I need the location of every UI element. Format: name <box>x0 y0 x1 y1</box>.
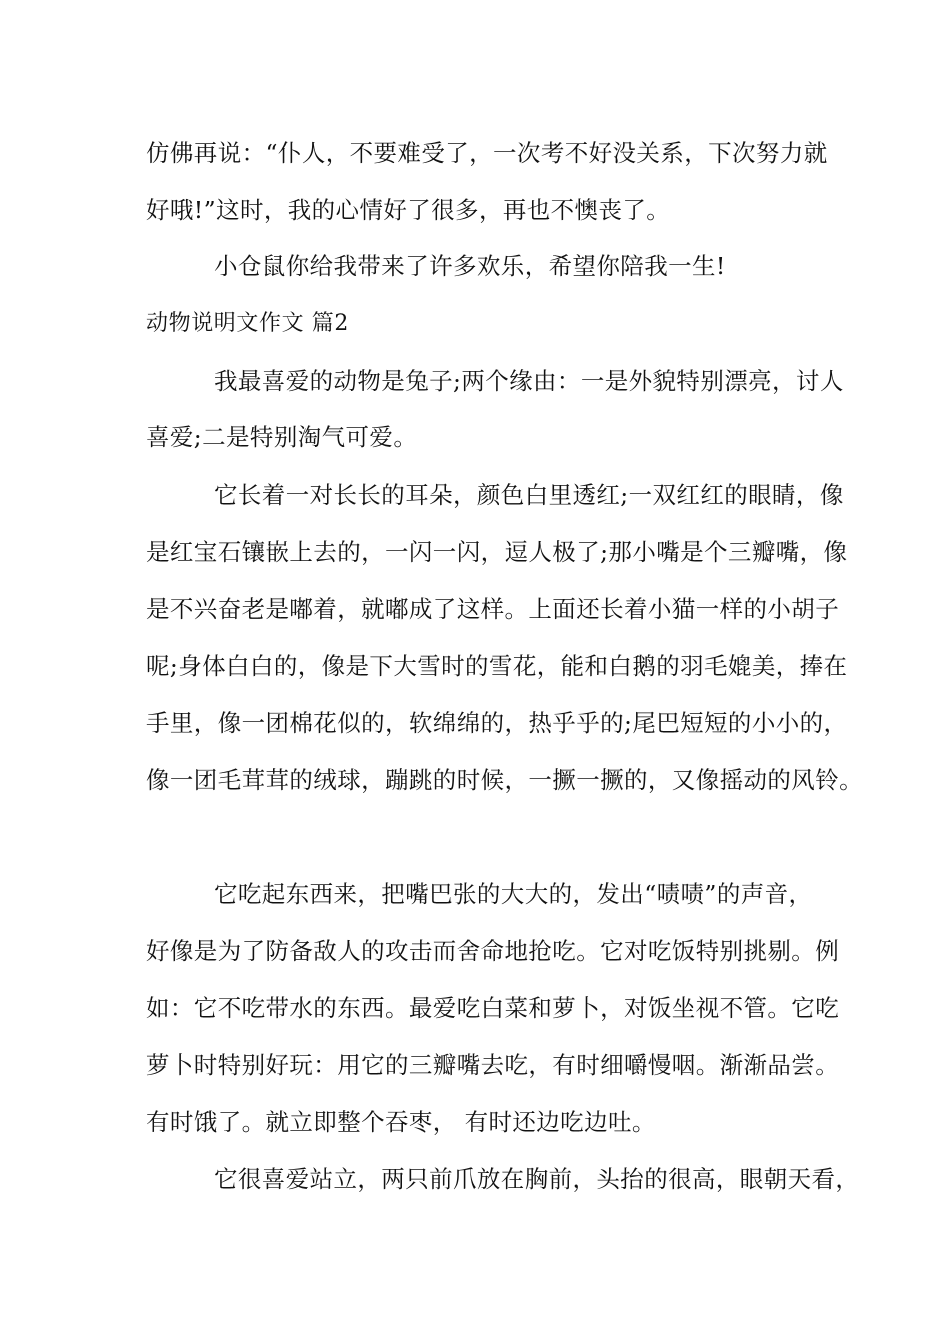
text-line: 我最喜爱的动物是兔子;两个缘由：一是外貌特别漂亮，讨人 <box>214 367 844 395</box>
text-line: 它吃起东西来，把嘴巴张的大大的，发出“啧啧”的声音， <box>214 880 813 908</box>
text-line: 它很喜爱站立，两只前爪放在胸前，头抬的很高，眼朝天看， <box>214 1165 860 1193</box>
text-line: 好哦!”这时，我的心情好了很多，再也不懊丧了。 <box>146 196 671 224</box>
text-line: 小仓鼠你给我带来了许多欢乐，希望你陪我一生! <box>214 252 726 280</box>
text-line: 萝卜时特别好玩：用它的三瓣嘴去吃，有时细嚼慢咽。渐渐品尝。 <box>146 1051 840 1079</box>
section-heading: 动物说明文作文 篇2 <box>146 311 349 336</box>
text-line: 呢;身体白白的，像是下大雪时的雪花，能和白鹅的羽毛媲美，捧在 <box>146 652 848 680</box>
text-line: 它长着一对长长的耳朵，颜色白里透红;一双红红的眼睛，像 <box>214 481 844 509</box>
text-line: 像一团毛茸茸的绒球，蹦跳的时候，一撅一撅的，又像摇动的风铃。 <box>146 766 863 794</box>
text-line: 仿佛再说：“仆人，不要难受了，一次考不好没关系，下次努力就 <box>146 139 828 167</box>
text-line: 是不兴奋老是嘟着，就嘟成了这样。上面还长着小猫一样的小胡子 <box>146 595 840 623</box>
text-line: 手里，像一团棉花似的，软绵绵的，热乎乎的;尾巴短短的小小的， <box>146 709 848 737</box>
text-line: 喜爱;二是特别淘气可爱。 <box>146 423 418 451</box>
text-line: 如：它不吃带水的东西。最爱吃白菜和萝卜，对饭坐视不管。它吃 <box>146 994 840 1022</box>
text-line: 有时饿了。就立即整个吞枣， 有时还边吃边吐。 <box>146 1108 656 1136</box>
text-line: 是红宝石镶嵌上去的，一闪一闪，逗人极了;那小嘴是个三瓣嘴，像 <box>146 538 848 566</box>
text-line: 好像是为了防备敌人的攻击而舍命地抢吃。它对吃饭特别挑剔。例 <box>146 937 840 965</box>
